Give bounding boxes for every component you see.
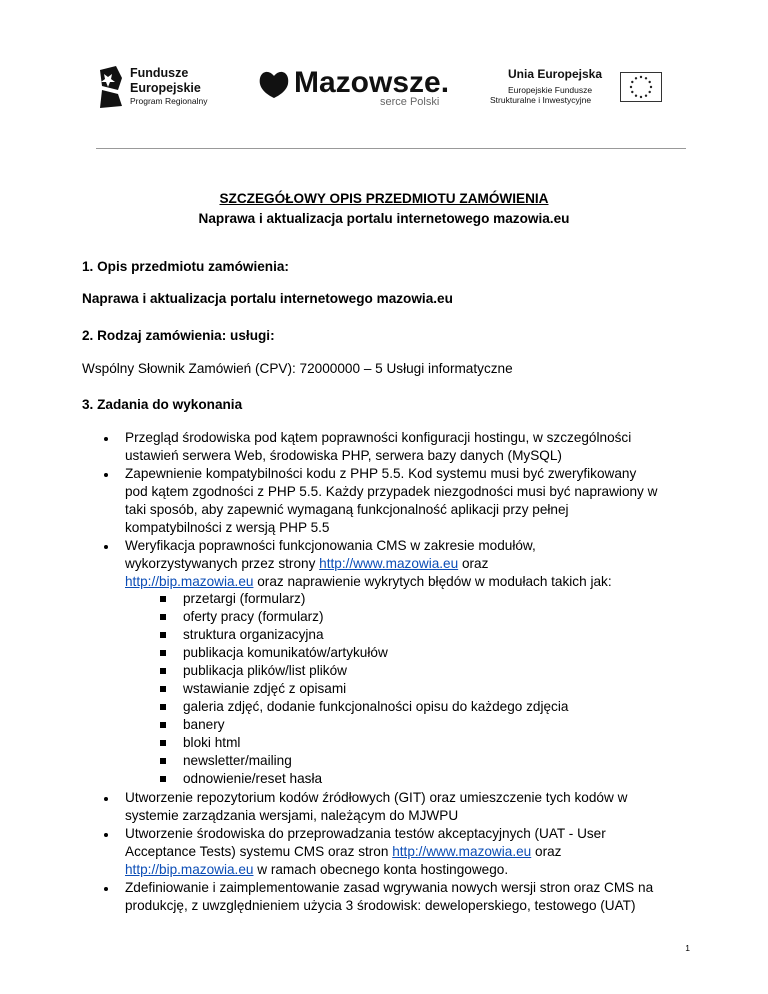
bullet-marker <box>104 545 108 549</box>
section-2-heading: 2. Rodzaj zamówienia: usługi: <box>82 328 275 343</box>
document-title: SZCZEGÓŁOWY OPIS PRZEDMIOTU ZAMÓWIENIA <box>219 191 549 206</box>
module-item: bloki html <box>183 735 241 750</box>
document-subtitle: Naprawa i aktualizacja portalu internetowego mazowia.eu <box>198 211 570 226</box>
section-1-heading: 1. Opis przedmiotu zamówienia: <box>82 259 289 274</box>
module-item: publikacja plików/list plików <box>183 663 347 678</box>
module-item: oferty pracy (formularz) <box>183 609 324 624</box>
mazowsze-name: Mazowsze. <box>294 66 450 99</box>
square-bullet <box>160 758 166 764</box>
bullet-marker <box>104 797 108 801</box>
square-bullet <box>160 686 166 692</box>
eu-structural-line: Strukturalne i Inwestycyjne <box>490 95 592 105</box>
module-item: publikacja komunikatów/artykułów <box>183 645 388 660</box>
link-bip-mazowia[interactable]: http://bip.mazowia.eu <box>125 574 254 589</box>
task-5-line-3: http://bip.mazowia.eu w ramach obecnego konta hostingowego. <box>125 862 509 877</box>
square-bullet <box>160 614 166 620</box>
header-divider <box>96 148 686 149</box>
fe-star-icon <box>96 64 126 110</box>
section-2-text: Wspólny Słownik Zamówień (CPV): 72000000 – 5 Usługi informatyczne <box>82 361 513 376</box>
module-item: odnowienie/reset hasła <box>183 771 323 786</box>
task-1-line-1: Przegląd środowiska pod kątem poprawności konfiguracji hostingu, w szczególności <box>125 430 632 445</box>
module-item: struktura organizacyjna <box>183 627 324 642</box>
module-item: galeria zdjęć, dodanie funkcjonalności opisu do każdego zdjęcia <box>183 699 569 714</box>
square-bullet <box>160 776 166 782</box>
link-mazowia[interactable]: http://www.mazowia.eu <box>392 844 532 859</box>
task-2-line-1: Zapewnienie kompatybilności kodu z PHP 5.5. Kod systemu musi być zweryfikowany <box>125 466 637 481</box>
square-bullet <box>160 740 166 746</box>
square-bullet <box>160 722 166 728</box>
eu-flag-icon <box>620 72 662 102</box>
page-number: 1 <box>685 943 690 953</box>
task-2-line-2: pod kątem zgodności z PHP 5.5. Każdy przypadek niezgodności musi być naprawiony w <box>125 484 658 499</box>
eu-title: Unia Europejska <box>508 67 603 81</box>
task-3-line-2: wykorzystywanych przez strony http://www.mazowia.eu oraz <box>125 556 489 571</box>
task-6-line-1: Zdefiniowanie i zaimplementowanie zasad wgrywania nowych wersji stron oraz CMS na <box>125 880 654 895</box>
mazowsze-tagline: serce Polski <box>380 96 440 108</box>
link-mazowia[interactable]: http://www.mazowia.eu <box>319 556 459 571</box>
section-3-heading: 3. Zadania do wykonania <box>82 397 243 412</box>
link-bip-mazowia[interactable]: http://bip.mazowia.eu <box>125 862 254 877</box>
eu-funds-line: Europejskie Fundusze <box>508 85 593 95</box>
fe-subtitle: Program Regionalny <box>130 96 208 106</box>
bullet-marker <box>104 887 108 891</box>
task-3-line-1: Weryfikacja poprawności funkcjonowania CMS w zakresie modułów, <box>125 538 536 553</box>
task-5-line-2: Acceptance Tests) systemu CMS oraz stron http://www.mazowia.eu oraz <box>125 844 562 859</box>
square-bullet <box>160 596 166 602</box>
module-item: wstawianie zdjęć z opisami <box>183 681 347 696</box>
task-4-line-2: systemie zarządzania wersjami, należącym do MJWPU <box>125 808 459 823</box>
module-item: banery <box>183 717 225 732</box>
bullet-marker <box>104 473 108 477</box>
bullet-marker <box>104 833 108 837</box>
task-4-line-1: Utworzenie repozytorium kodów źródłowych (GIT) oraz umieszczenie tych kodów w <box>125 790 628 805</box>
mazowsze-logo <box>256 62 456 118</box>
task-1-line-2: ustawień serwera Web, środowiska PHP, serwera bazy danych (MySQL) <box>125 448 562 463</box>
square-bullet <box>160 632 166 638</box>
module-item: przetargi (formularz) <box>183 591 306 606</box>
task-6-line-2: produkcję, z uwzględnieniem użycia 3 środowisk: deweloperskiego, testowego (UAT) <box>125 898 636 913</box>
task-2-line-4: kompatybilności z wersją PHP 5.5 <box>125 520 330 535</box>
module-item: newsletter/mailing <box>183 753 292 768</box>
unia-europejska-logo <box>490 64 660 110</box>
square-bullet <box>160 704 166 710</box>
square-bullet <box>160 650 166 656</box>
task-5-line-1: Utworzenie środowiska do przeprowadzania testów akceptacyjnych (UAT - User <box>125 826 606 841</box>
section-1-text: Naprawa i aktualizacja portalu internetowego mazowia.eu <box>82 291 453 306</box>
task-3-line-3: http://bip.mazowia.eu oraz naprawienie wykrytych błędów w modułach takich jak: <box>125 574 612 589</box>
task-2-line-3: taki sposób, aby zapewnić wymaganą funkcjonalność aplikacji przy pełnej <box>125 502 569 517</box>
square-bullet <box>160 668 166 674</box>
bullet-marker <box>104 437 108 441</box>
fe-title: Fundusze Europejskie <box>130 66 201 95</box>
fundusze-europejskie-logo <box>96 64 216 112</box>
